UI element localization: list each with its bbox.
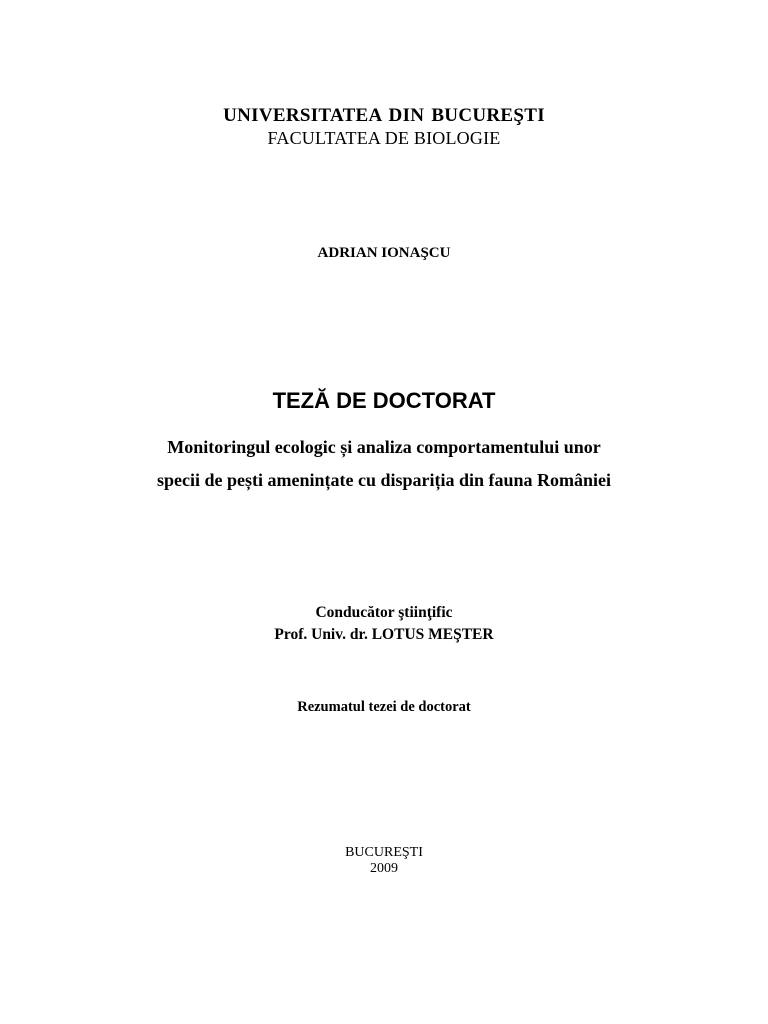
faculty-name: FACULTATEA DE BIOLOGIE [267,128,501,148]
university-name: UNIVERSITATEA DIN BUCUREŞTI [223,105,545,126]
summary-label: Rezumatul tezei de doctorat [297,699,471,715]
publication-year: 2009 [370,861,398,876]
author-name: ADRIAN IONAŞCU [317,245,451,261]
city-name: BUCUREŞTI [345,845,423,860]
supervisor-label: Conducător ştiinţific [315,604,453,621]
supervisor-name: Prof. Univ. dr. LOTUS MEŞTER [274,626,494,643]
thesis-title-line-1: Monitoringul ecologic și analiza comportamentului unor [167,437,601,457]
thesis-type-heading: TEZĂ DE DOCTORAT [272,388,496,413]
thesis-title-line-2: specii de pești amenințate cu dispariția din fauna României [156,470,612,490]
